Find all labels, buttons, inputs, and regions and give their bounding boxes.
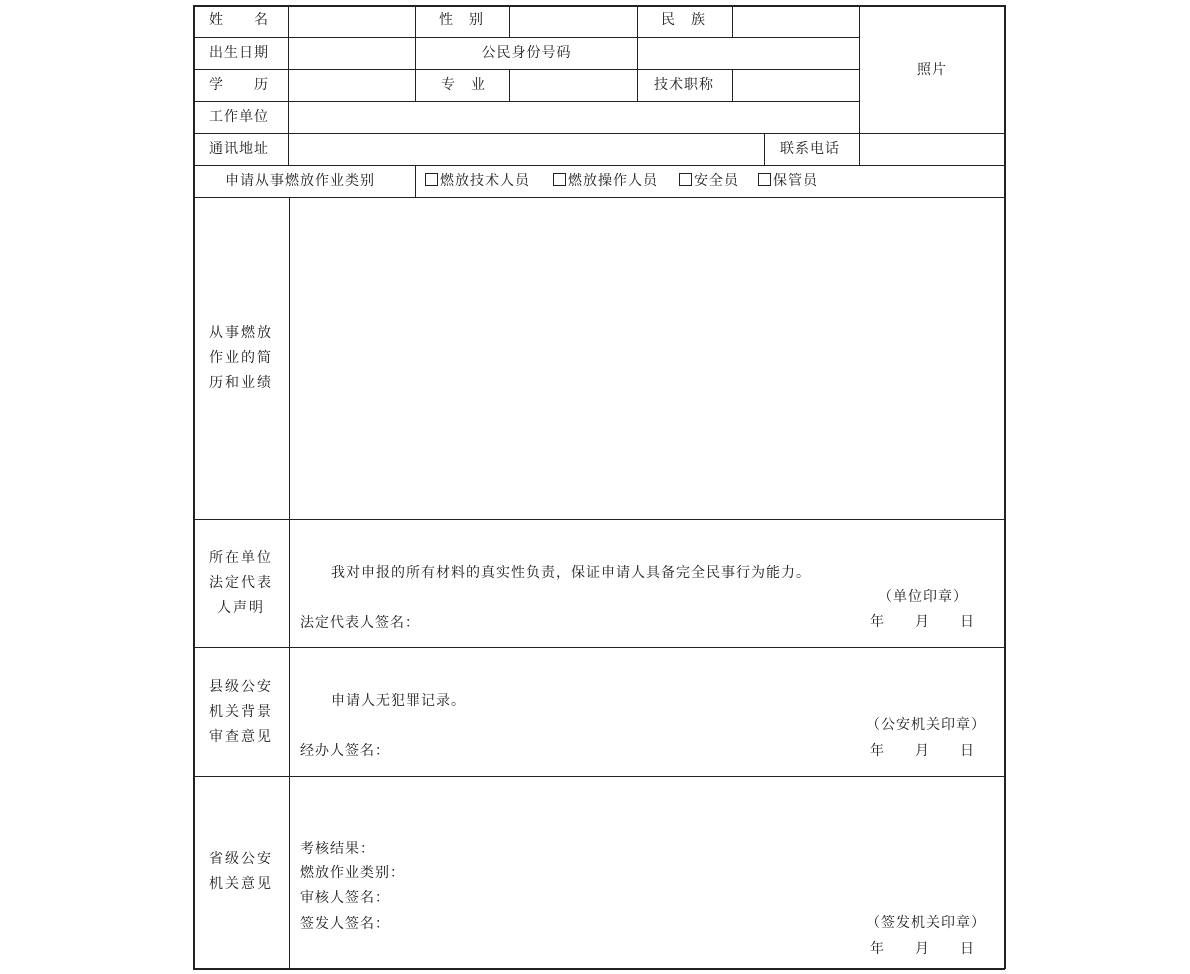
birth-date-field[interactable] [290,39,414,68]
label-county-review [193,675,289,750]
option-label: 保管员 [773,173,818,189]
address-field[interactable] [290,135,763,164]
col-line-3b [509,69,510,101]
col-line-5 [732,5,733,37]
label-id-number: 公民身份号码 [481,45,572,61]
county-statement: 申请人无犯罪记录。 [331,693,466,709]
checkbox-icon[interactable] [425,173,438,186]
label-prov-line1: 省级公安 [209,851,273,867]
label-unit-decl-line3: 人声明 [217,600,265,616]
row-line-9 [193,776,1005,777]
option-label: 燃放技术人员 [440,173,530,189]
province-reviewer-field[interactable] [395,886,845,908]
unit-declaration-statement: 我对申报的所有材料的真实性负责，保证申请人具备完全民事行为能力。 [331,565,811,581]
col-line-2b [415,165,416,197]
resume-field[interactable] [291,199,1003,518]
label-birth-date: 出生日期 [209,45,269,61]
label-ethnicity: 民 族 [661,12,706,28]
row-line-7 [193,519,1005,520]
id-number-field[interactable] [639,39,858,68]
county-signature-field[interactable] [400,736,845,764]
label-tech-title: 技术职称 [654,77,714,93]
province-issuer-field[interactable] [395,912,845,934]
gender-field[interactable] [511,7,636,36]
county-date-label: 年 月 日 [870,743,975,759]
label-resume [193,321,289,396]
col-line-3 [509,5,510,37]
county-signature-label: 经办人签名： [300,743,390,759]
label-county-line2: 机关背景 [209,704,273,720]
option-label: 安全员 [694,173,739,189]
row-line-1 [193,37,859,38]
border-left [193,5,195,969]
photo-area[interactable] [861,7,1003,132]
province-date-label: 年 月 日 [870,941,975,957]
province-reviewer-label: 审核人签名： [300,890,390,906]
label-work-unit: 工作单位 [209,109,269,125]
option-custodian[interactable] [758,172,818,190]
col-line-photo [859,5,860,165]
label-major: 专 业 [441,77,486,93]
label-phone: 联系电话 [780,141,840,157]
county-seal-label: （公安机关印章） [866,717,986,733]
province-result-field[interactable] [380,837,845,859]
unit-date-label: 年 月 日 [870,614,975,630]
label-category-apply: 申请从事燃放作业类别 [225,173,375,189]
label-county-line3: 审查意见 [209,729,273,745]
label-unit-declaration [193,546,289,621]
label-county-line1: 县级公安 [209,679,273,695]
option-label: 燃放操作人员 [568,173,658,189]
label-photo: 照片 [917,62,947,78]
checkbox-icon[interactable] [679,173,692,186]
tech-title-field[interactable] [734,71,858,100]
label-gender: 性 别 [439,12,484,28]
phone-field[interactable] [861,135,1003,164]
col-line-5b [732,69,733,101]
education-field[interactable] [290,71,414,100]
label-province-opinion [193,847,289,897]
row-line-5 [193,165,1005,166]
unit-signature-field[interactable] [425,608,845,636]
label-resume-line1: 从事燃放 [209,325,273,341]
col-line-label-lower [289,197,290,968]
label-unit-decl-line2: 法定代表 [209,575,273,591]
label-prov-line2: 机关意见 [209,876,273,892]
checkbox-icon[interactable] [758,173,771,186]
province-category-field[interactable] [410,861,845,883]
col-line-phone [764,133,765,165]
option-safety-officer[interactable] [679,172,739,190]
checkbox-icon[interactable] [553,173,566,186]
label-unit-decl-line1: 所在单位 [209,550,273,566]
border-bottom [193,968,1005,970]
option-pyro-operator[interactable] [553,172,658,190]
row-line-6 [193,197,1005,198]
border-right [1004,5,1006,969]
province-seal-label: （签发机关印章） [866,915,986,931]
work-unit-field[interactable] [290,103,858,132]
label-education: 学 历 [209,77,269,93]
ethnicity-field[interactable] [734,7,858,36]
label-name: 姓 名 [209,12,269,28]
row-line-8 [193,647,1005,648]
province-result-label: 考核结果： [300,841,375,857]
row-line-4 [193,133,1005,134]
label-resume-line2: 作业的简 [209,350,273,366]
col-line-label [288,5,289,165]
label-resume-line3: 历和业绩 [209,375,273,391]
province-issuer-label: 签发人签名： [300,916,390,932]
unit-seal-label: （单位印章） [878,589,968,605]
province-category-label: 燃放作业类别： [300,865,405,881]
major-field[interactable] [511,71,636,100]
unit-signature-label: 法定代表人签名： [300,615,420,631]
row-line-2 [193,69,859,70]
label-address: 通讯地址 [209,141,269,157]
name-field[interactable] [290,7,414,36]
col-line-4 [637,5,638,101]
row-line-3 [193,101,859,102]
option-pyro-technician[interactable] [425,172,530,190]
